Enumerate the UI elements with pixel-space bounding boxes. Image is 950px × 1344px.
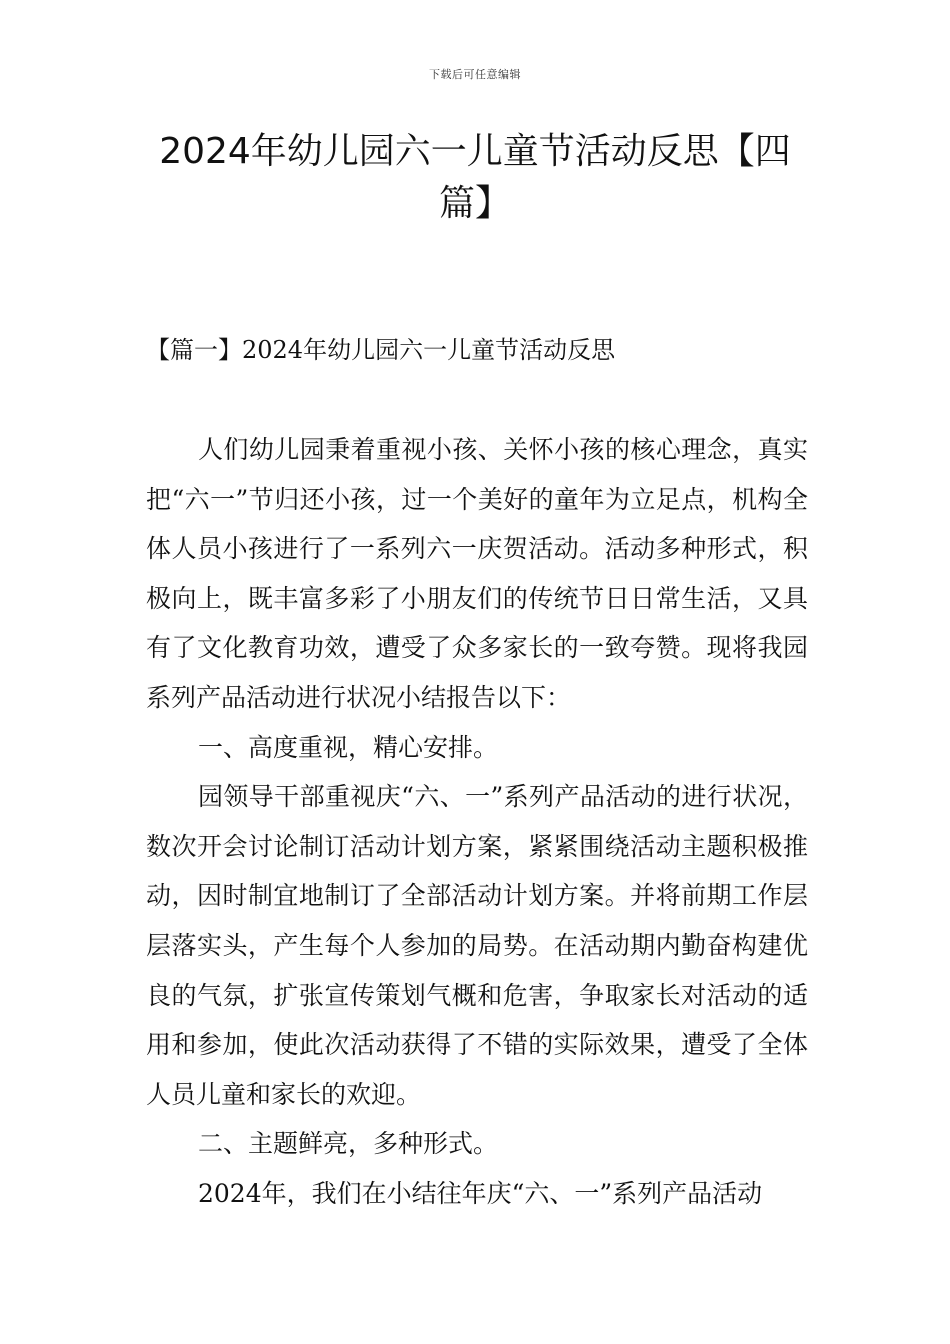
paragraph-section-1: 园领导干部重视庆“六、一”系列产品活动的进行状况，数次开会讨论制订活动计划方案，紧紧围绕活动主题积极推动，因时制宜地制订了全部活动计划方案。并将前期工作层层落实头，产生每个人参加的局势。在活动期内勤奋构建优良的气氛，扩张宣传策划气概和危害，争取家长对活动的适用和参加，使此次活动获得了不错的实际效果，遭受了全体人员儿童和家长的欢迎。 — [146, 782, 808, 1109]
paragraph-section-2: 2024年，我们在小结往年庆“六、一”系列产品活动 — [198, 1178, 763, 1208]
document-body — [146, 425, 808, 1219]
paragraph-intro: 人们幼儿园秉着重视小孩、关怀小孩的核心理念，真实把“六一”节归还小孩，过一个美好的童年为立足点，机构全体人员小孩进行了一系列六一庆贺活动。活动多种形式，积极向上，既丰富多彩了小朋友们的传统节日日常生活，又具有了文化教育功效，遭受了众多家长的一致夸赞。现将我园系列产品活动进行状况小结报告以下： — [146, 435, 808, 712]
section-heading: 【篇一】2024年幼儿园六一儿童节活动反思 — [146, 336, 616, 364]
paragraph-subheading-1: 一、高度重视，精心安排。 — [198, 732, 499, 762]
document-title: 2024年幼儿园六一儿童节活动反思【四篇】 — [159, 131, 791, 224]
header-note: 下载后可任意编辑 — [429, 68, 521, 81]
paragraph-subheading-2: 二、主题鲜亮，多种形式。 — [198, 1129, 499, 1159]
